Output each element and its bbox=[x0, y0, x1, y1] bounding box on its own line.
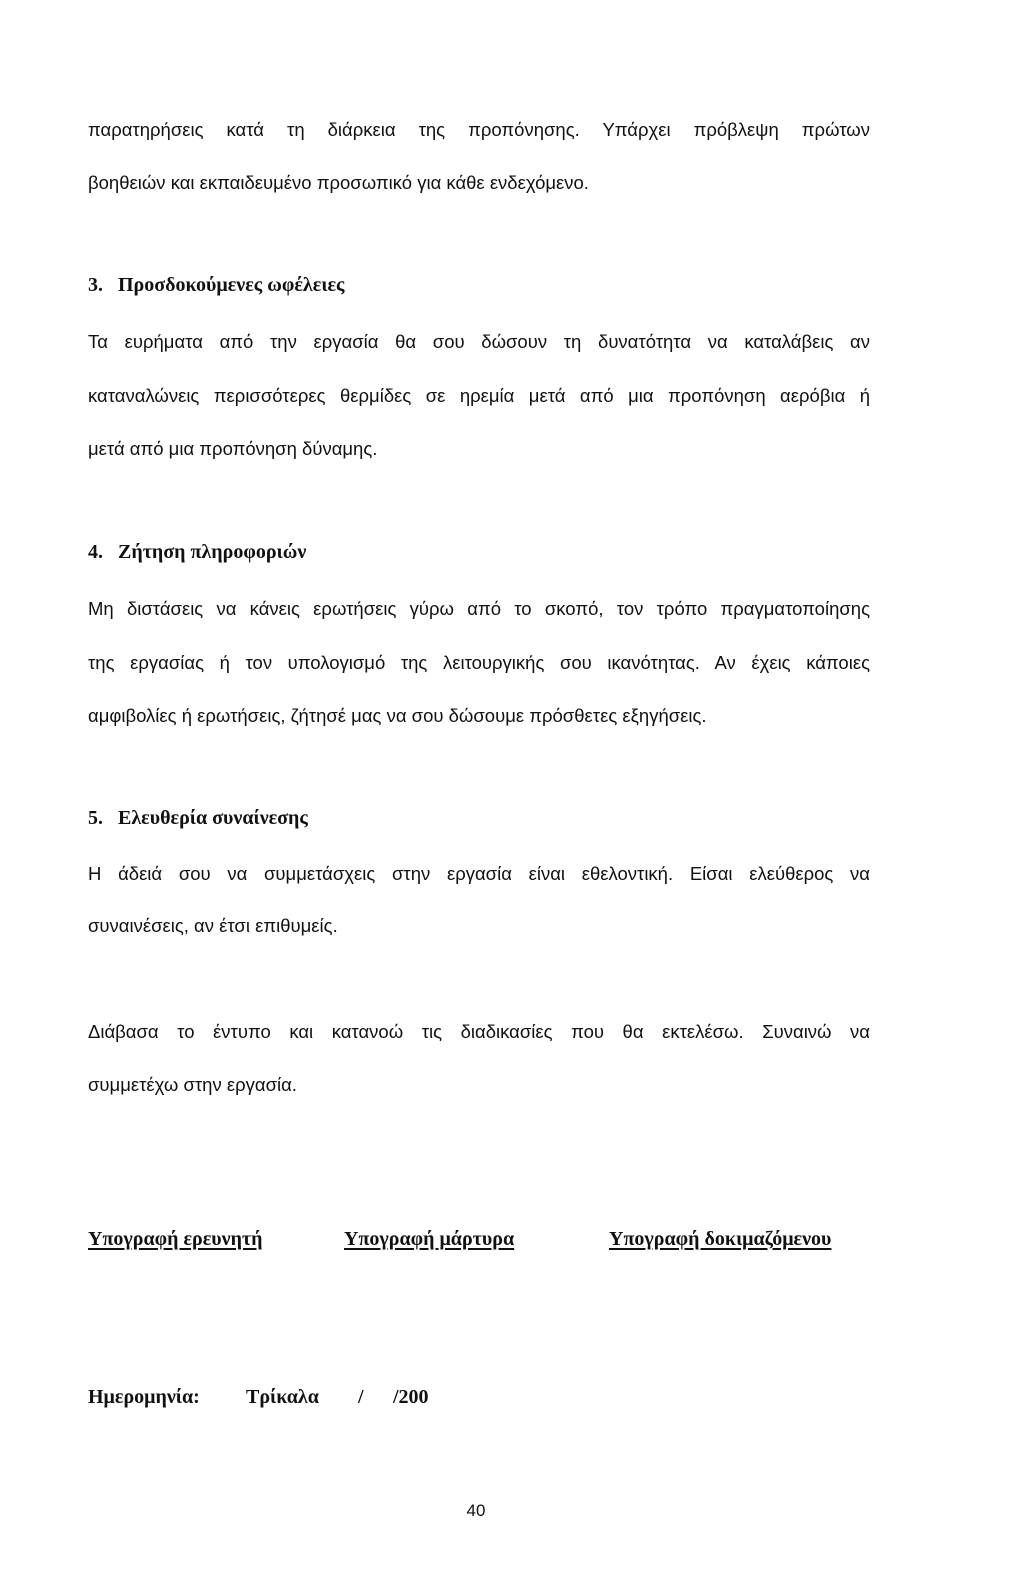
signature-witness-label: Υπογραφή μάρτυρα bbox=[344, 1228, 515, 1250]
section-4-line-2: της εργασίας ή τον υπολογισμό της λειτουργικής σου ικανότητας. Αν έχεις κάποιες bbox=[88, 652, 870, 673]
section-3-number: 3. bbox=[88, 274, 103, 296]
section-5-title: Ελευθερία συναίνεσης bbox=[118, 807, 308, 829]
section-4-line-3: αμφιβολίες ή ερωτήσεις, ζήτησέ μας να σου δώσουμε πρόσθετες εξηγήσεις. bbox=[88, 705, 707, 726]
section-4-heading bbox=[88, 540, 306, 564]
signature-researcher-label: Υπογραφή ερευνητή bbox=[88, 1228, 263, 1250]
page-number: 40 bbox=[466, 1501, 486, 1520]
section-5-number: 5. bbox=[88, 807, 103, 829]
date-label: Ημερομηνία: bbox=[88, 1386, 200, 1408]
section-4-line-1: Μη διστάσεις να κάνεις ερωτήσεις γύρω από το σκοπό, τον τρόπο πραγματοποίησης bbox=[88, 598, 870, 619]
section-5-line-1: Η άδειά σου να συμμετάσχεις στην εργασία είναι εθελοντική. Είσαι ελεύθερος να bbox=[88, 863, 870, 884]
section-3-line-2: καταναλώνεις περισσότερες θερμίδες σε ηρεμία μετά από μια προπόνηση αερόβια ή bbox=[88, 385, 870, 406]
date-year: /200 bbox=[393, 1386, 429, 1408]
date-line bbox=[88, 1384, 429, 1410]
section-3-line-1: Τα ευρήματα από την εργασία θα σου δώσουν τη δυνατότητα να καταλάβεις αν bbox=[88, 331, 870, 352]
section-5-heading bbox=[88, 806, 308, 830]
date-place: Τρίκαλα bbox=[246, 1386, 319, 1408]
intro-line-2: βοηθειών και εκπαιδευμένο προσωπικό για κάθε ενδεχόμενο. bbox=[88, 172, 589, 193]
signature-participant-label: Υπογραφή δοκιμαζόμενου bbox=[609, 1228, 832, 1250]
section-3-line-3: μετά από μια προπόνηση δύναμης. bbox=[88, 438, 378, 459]
date-separator: / bbox=[358, 1386, 364, 1408]
section-4-title: Ζήτηση πληροφοριών bbox=[118, 541, 307, 563]
section-4-number: 4. bbox=[88, 541, 103, 563]
consent-line-2: συμμετέχω στην εργασία. bbox=[88, 1074, 297, 1095]
consent-line-1: Διάβασα το έντυπο και κατανοώ τις διαδικασίες που θα εκτελέσω. Συναινώ να bbox=[88, 1021, 870, 1042]
intro-line-1: παρατηρήσεις κατά τη διάρκεια της προπόνησης. Υπάρχει πρόβλεψη πρώτων bbox=[88, 119, 870, 140]
section-3-title: Προσδοκούμενες ωφέλειες bbox=[118, 274, 345, 296]
section-3-heading bbox=[88, 273, 344, 297]
section-5-line-2: συναινέσεις, αν έτσι επιθυμείς. bbox=[88, 915, 338, 936]
